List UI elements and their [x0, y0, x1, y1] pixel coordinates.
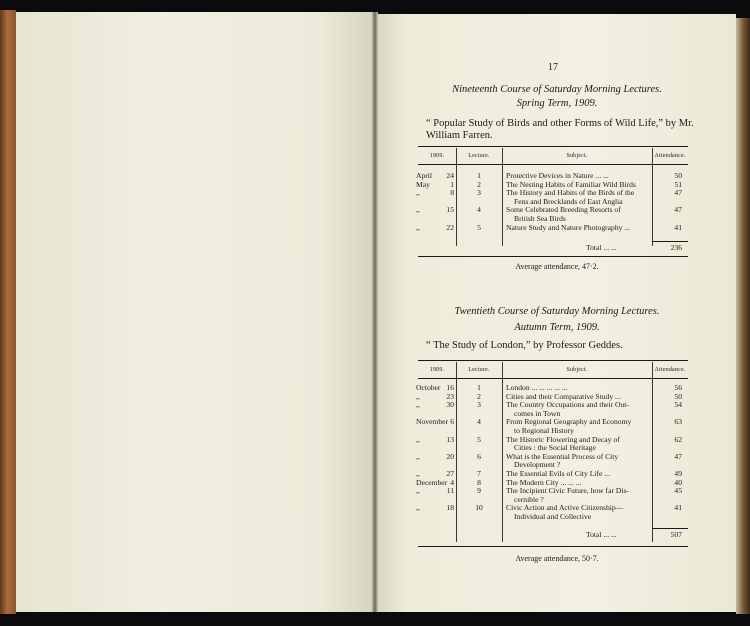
course2-title: Twentieth Course of Saturday Morning Lectures.	[454, 306, 660, 317]
row-subject: What is the Essential Process of City	[506, 451, 619, 461]
row-day: 11	[446, 486, 454, 496]
row-month: November	[416, 417, 449, 427]
course1-term: Spring Term, 1909.	[516, 98, 598, 109]
row-subject: British Sea Birds	[514, 214, 566, 223]
row-attendance: 47	[674, 451, 682, 461]
header-subject: Subject.	[566, 367, 588, 373]
row-day: 6	[450, 417, 454, 427]
row-subject: Cities : the Social Heritage	[514, 443, 596, 453]
row-lecture: 1	[477, 383, 481, 392]
row-subject: Civic Action and Active Citizenship—	[506, 503, 624, 513]
row-subject: Some Celebrated Breeding Resorts of	[506, 205, 621, 215]
row-lecture: 9	[477, 486, 481, 496]
course1-title: Nineteenth Course of Saturday Morning Lectures.	[452, 84, 662, 95]
row-lecture: 1	[477, 171, 481, 180]
total-value: 507	[670, 530, 682, 539]
row-day: 16	[446, 383, 454, 392]
row-month: ,,	[416, 391, 420, 401]
course2-term: Autumn Term, 1909.	[514, 322, 600, 333]
row-subject: London ... ... ... ... ...	[506, 383, 568, 392]
row-subject: The Country Occupations and their Out-	[506, 400, 629, 410]
row-day: 20	[446, 451, 454, 461]
row-attendance: 50	[674, 171, 682, 180]
course1-subject-line-2: William Farren.	[426, 130, 493, 141]
row-attendance: 63	[674, 417, 682, 427]
row-subject: Fens and Brecklands of East Anglia	[514, 196, 623, 206]
total-value: 236	[670, 243, 682, 252]
row-subject: Individual and Collective	[514, 512, 592, 521]
course1-subject-line	[426, 118, 706, 142]
row-attendance: 56	[674, 383, 682, 392]
row-month: ,,	[416, 205, 420, 215]
header-lecture: Lecture.	[468, 367, 490, 373]
course2-average: Average attendance, 50·7.	[515, 554, 599, 563]
row-month: May	[416, 179, 430, 189]
right-book-edge	[736, 18, 750, 614]
row-month: ,,	[416, 222, 420, 232]
row-attendance: 40	[674, 477, 682, 487]
row-subject: The History and Habits of the Birds of the	[506, 188, 635, 198]
row-subject: Cities and their Comparative Study ...	[506, 391, 621, 401]
header-subject: Subject.	[566, 153, 588, 159]
row-day: 22	[446, 222, 454, 232]
left-blank-page	[16, 12, 374, 612]
row-day: 27	[446, 469, 454, 478]
row-attendance: 45	[674, 486, 682, 496]
row-lecture: 3	[477, 400, 481, 410]
row-lecture: 4	[477, 417, 481, 427]
row-subject: The Incipient Civic Future, how far Dis-	[506, 486, 629, 496]
row-subject: The Modern City ... ... ...	[506, 477, 582, 487]
row-subject: Protective Devices in Nature ... ...	[506, 171, 609, 180]
row-attendance: 41	[674, 503, 682, 513]
row-month: ,,	[416, 469, 420, 478]
row-lecture: 4	[477, 205, 481, 215]
row-lecture: 8	[477, 477, 481, 487]
row-subject: The Essential Evils of City Life ...	[506, 469, 610, 478]
header-lecture: Lecture.	[468, 153, 490, 159]
course1-subject-line-1: “ Popular Study of Birds and other Forms of Wild Life,” by Mr.	[426, 118, 694, 129]
row-lecture: 3	[477, 188, 481, 198]
row-month: ,,	[416, 486, 420, 496]
course2-subject-line: “ The Study of London,” by Professor Geddes.	[426, 340, 623, 351]
row-month: April	[416, 171, 433, 180]
left-book-edge	[0, 10, 16, 614]
row-month: October	[416, 383, 441, 392]
row-lecture: 6	[477, 451, 481, 461]
row-attendance: 41	[674, 222, 682, 232]
row-subject: to Regional History	[514, 426, 574, 435]
row-day: 1	[450, 179, 454, 189]
row-month: ,,	[416, 434, 420, 444]
row-attendance: 49	[674, 469, 682, 478]
course2-table	[418, 360, 688, 540]
row-subject: cernible ?	[514, 494, 544, 504]
right-page	[378, 14, 736, 612]
row-month: ,,	[416, 400, 420, 410]
course1-average: Average attendance, 47·2.	[515, 262, 599, 271]
row-lecture: 2	[477, 391, 481, 401]
row-day: 23	[446, 391, 454, 401]
row-attendance: 47	[674, 205, 682, 215]
row-lecture: 5	[477, 222, 481, 232]
row-day: 24	[446, 171, 454, 180]
row-subject: From Regional Geography and Economy	[506, 417, 632, 427]
row-subject: Development ?	[514, 460, 561, 470]
row-attendance: 50	[674, 391, 682, 401]
header-date: 1909.	[429, 367, 445, 373]
page-number: 17	[548, 62, 558, 73]
row-lecture: 7	[477, 469, 481, 478]
row-attendance: 54	[674, 400, 682, 410]
row-lecture: 2	[477, 179, 481, 189]
row-attendance: 51	[674, 179, 682, 189]
table-top-rule	[418, 146, 688, 147]
row-month: ,,	[416, 188, 420, 198]
header-attendance: Attendance.	[654, 367, 686, 373]
header-rule	[418, 164, 688, 165]
table-bottom-rule	[418, 546, 688, 547]
row-day: 4	[450, 477, 454, 487]
row-month: ,,	[416, 451, 420, 461]
row-day: 13	[446, 434, 454, 444]
header-attendance: Attendance.	[654, 153, 686, 159]
header-rule	[418, 378, 688, 379]
row-month: December	[416, 477, 448, 487]
table-bottom-rule	[418, 256, 688, 257]
row-subject: Nature Study and Nature Photography ...	[506, 222, 631, 232]
row-day: 30	[446, 400, 454, 410]
row-attendance: 62	[674, 434, 682, 444]
row-day: 15	[446, 205, 454, 215]
total-label: Total ... ...	[586, 530, 617, 539]
row-day: 18	[446, 503, 454, 513]
course1-table	[418, 146, 688, 264]
row-subject: comes in Town	[514, 408, 561, 418]
row-lecture: 10	[475, 503, 483, 513]
total-label: Total ... ...	[586, 243, 617, 252]
row-lecture: 5	[477, 434, 481, 444]
row-subject: The Historic Flowering and Decay of	[506, 434, 620, 444]
header-date: 1909.	[429, 153, 445, 159]
row-subject: The Nesting Habits of Familiar Wild Birds	[506, 179, 636, 189]
row-day: 8	[450, 188, 454, 198]
row-month: ,,	[416, 503, 420, 513]
row-attendance: 47	[674, 188, 682, 198]
table-top-rule	[418, 360, 688, 361]
